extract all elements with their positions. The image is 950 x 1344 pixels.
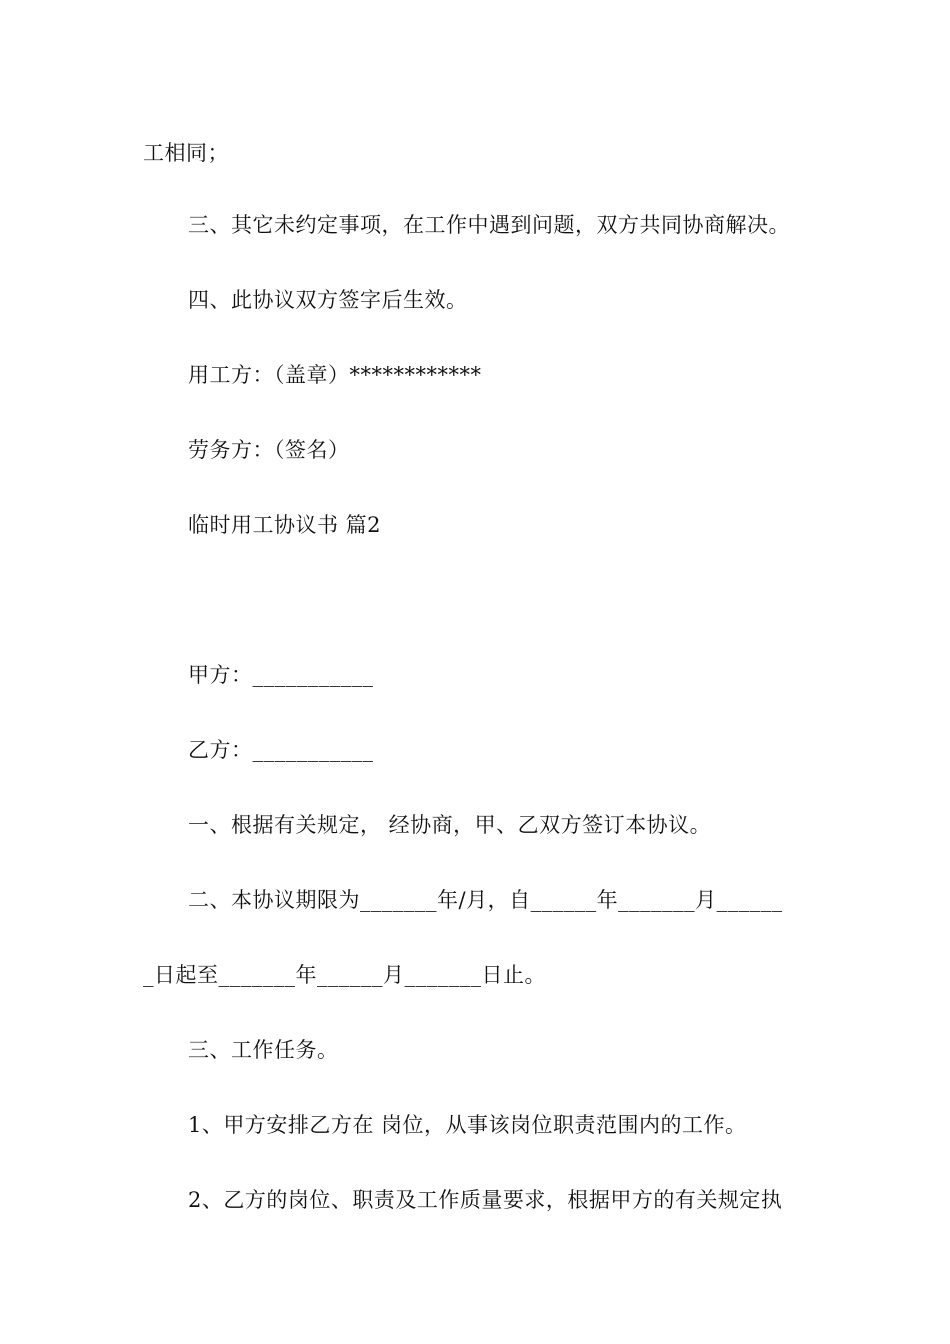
paragraph-continuation: 工相同； [143, 141, 229, 165]
worker-signature-line: 劳务方：（签名） [188, 438, 350, 462]
clause-one: 一、根据有关规定， 经协商，甲、乙双方签订本协议。 [188, 813, 712, 837]
task-item-2: 2、乙方的岗位、职责及工作质量要求，根据甲方的有关规定执 [188, 1188, 783, 1212]
task-item-1: 1、甲方安排乙方在 岗位，从事该岗位职责范围内的工作。 [188, 1113, 747, 1137]
clause-two: 二、本协议期限为_______年/月，自______年_______月______ [188, 888, 783, 912]
party-a-line: 甲方：___________ [188, 663, 374, 687]
party-b-line: 乙方：___________ [188, 738, 374, 762]
clause-four: 四、此协议双方签字后生效。 [188, 288, 468, 312]
section-heading: 临时用工协议书 篇2 [188, 513, 382, 537]
clause-three: 三、其它未约定事项，在工作中遇到问题，双方共同协商解决。 [188, 213, 790, 237]
clause-two-continuation: _日起至_______年______月_______日止。 [143, 963, 546, 987]
clause-three-heading: 三、工作任务。 [188, 1038, 339, 1062]
employer-signature-line: 用工方：（盖章）************ [188, 363, 482, 387]
